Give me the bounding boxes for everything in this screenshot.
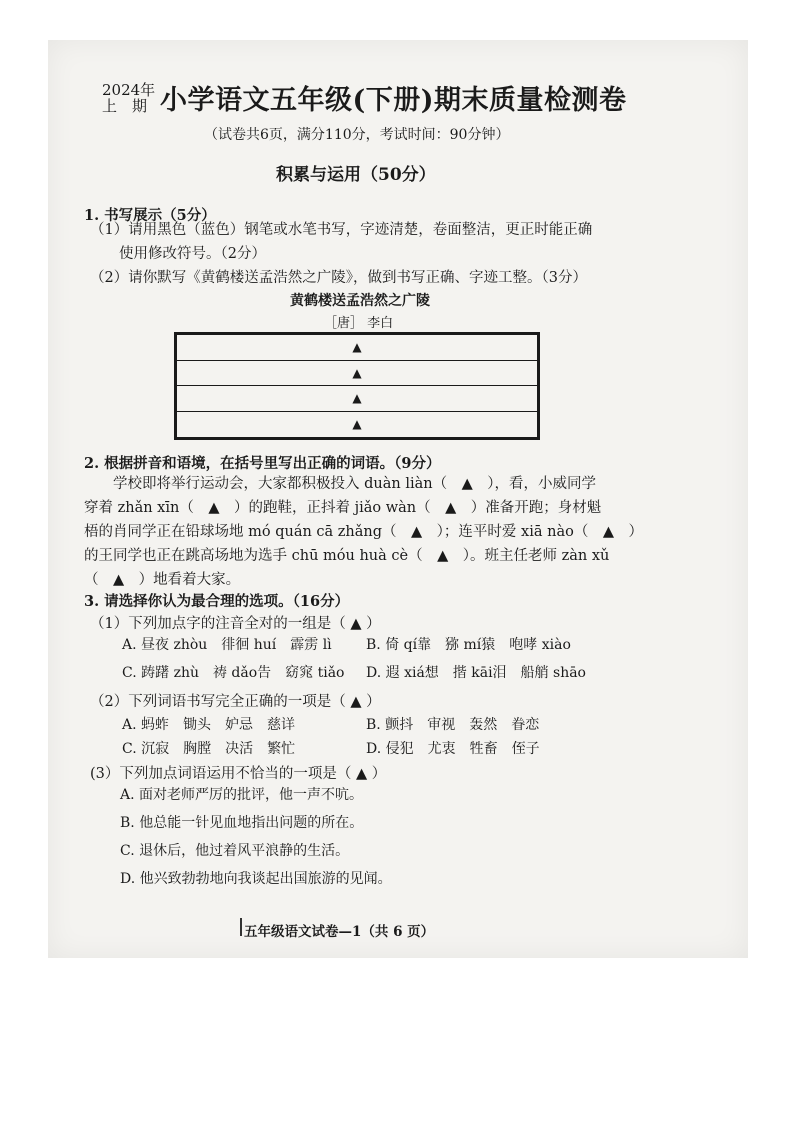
poem-title: 黄鹤楼送孟浩然之广陵 (290, 293, 430, 309)
q3-3-question: (3）下列加点词语运用不恰当的一项是（ ▲ ） (90, 766, 387, 782)
q1-part1-line2: 使用修改符号。（2分） (90, 246, 266, 262)
q3-1-option-d: D. 遐 xiá想 揩 kāi泪 船艄 shāo (366, 665, 586, 681)
q2-text-line: （ ▲ ）地看着大家。 (84, 572, 241, 588)
q1-part2: （2）请你默写《黄鹤楼送孟浩然之广陵》，做到书写正确、字迹工整。（3分） (90, 270, 587, 286)
q3-2-option-a: A. 蚂蚱 锄头 妒忌 慈详 (122, 717, 296, 733)
poem-answer-box (174, 332, 540, 440)
poem-answer-line[interactable]: ▲ (177, 386, 537, 412)
q3-1-option-a: A. 昼夜 zhòu 徘徊 huí 霹雳 lì (122, 637, 332, 653)
q3-2-question: （2）下列词语书写完全正确的一项是（ ▲ ） (90, 694, 381, 710)
exam-term (102, 82, 155, 114)
q3-heading: 3. 请选择你认为最合理的选项。（16分） (84, 593, 350, 610)
q2-text-line: 学校即将举行运动会，大家都积极投入 duàn liàn（ ▲ ），看，小威同学 (84, 476, 596, 492)
q3-1-question: （1）下列加点字的注音全对的一组是（ ▲ ） (90, 616, 381, 632)
section-heading: 积累与运用（50分） (276, 165, 436, 185)
q3-3-option-b: B. 他总能一针见血地指出问题的所在。 (120, 815, 364, 831)
poem-answer-line[interactable]: ▲ (177, 361, 537, 387)
q3-1-option-c: C. 踌躇 zhù 祷 dǎo告 窈窕 tiǎo (122, 665, 345, 681)
page-footer: 五年级语文试卷—1（共 6 页） (244, 924, 435, 940)
q3-2-option-c: C. 沉寂 胸膛 决活 繁忙 (122, 741, 296, 757)
q3-3-option-a: A. 面对老师严厉的批评，他一声不吭。 (120, 787, 364, 803)
q3-3-option-c: C. 退休后，他过着风平浪静的生活。 (120, 843, 350, 859)
exam-year: 2024年 (102, 81, 156, 99)
q1-heading: 1. 书写展示（5分） (84, 207, 216, 224)
exam-semester: 上 期 (102, 97, 148, 115)
q3-2-option-b: B. 颤抖 审视 轰然 眷恋 (366, 717, 540, 733)
poem-answer-line[interactable]: ▲ (352, 416, 362, 431)
exam-subtitle: （试卷共6页，满分110分，考试时间：90分钟） (204, 127, 510, 143)
footer-divider (240, 918, 242, 936)
q2-heading: 2. 根据拼音和语境，在括号里写出正确的词语。（9分） (84, 455, 441, 472)
poem-author: ［唐］ 李白 (324, 316, 394, 331)
q3-2-option-d: D. 侵犯 尤衷 牲畜 侄子 (366, 741, 540, 757)
q2-text-line: 的王同学也正在跳高场地为选手 chū móu huà cè（ ▲ ）。班主任老师 zàn xǔ (84, 548, 610, 564)
q3-3-option-d: D. 他兴致勃勃地向我谈起出国旅游的见闻。 (120, 871, 392, 887)
q3-1-option-b: B. 倚 qí靠 猕 mí猿 咆哮 xiào (366, 637, 571, 653)
poem-answer-line[interactable]: ▲ (177, 335, 537, 361)
q2-text-line: 穿着 zhǎn xīn（ ▲ ）的跑鞋，正抖着 jiǎo wàn（ ▲ ）准备开跑；身材魁 (84, 500, 602, 516)
q2-text-line: 梧的肖同学正在铅球场地 mó quán cā zhǎng（ ▲ ）；连平时爱 xiā nào（ ▲ ） (84, 524, 643, 540)
exam-title: 小学语文五年级(下册)期末质量检测卷 (160, 85, 627, 116)
q1-part1-line1: （1）请用黑色（蓝色）钢笔或水笔书写，字迹清楚，卷面整洁，更正时能正确 (90, 222, 593, 238)
